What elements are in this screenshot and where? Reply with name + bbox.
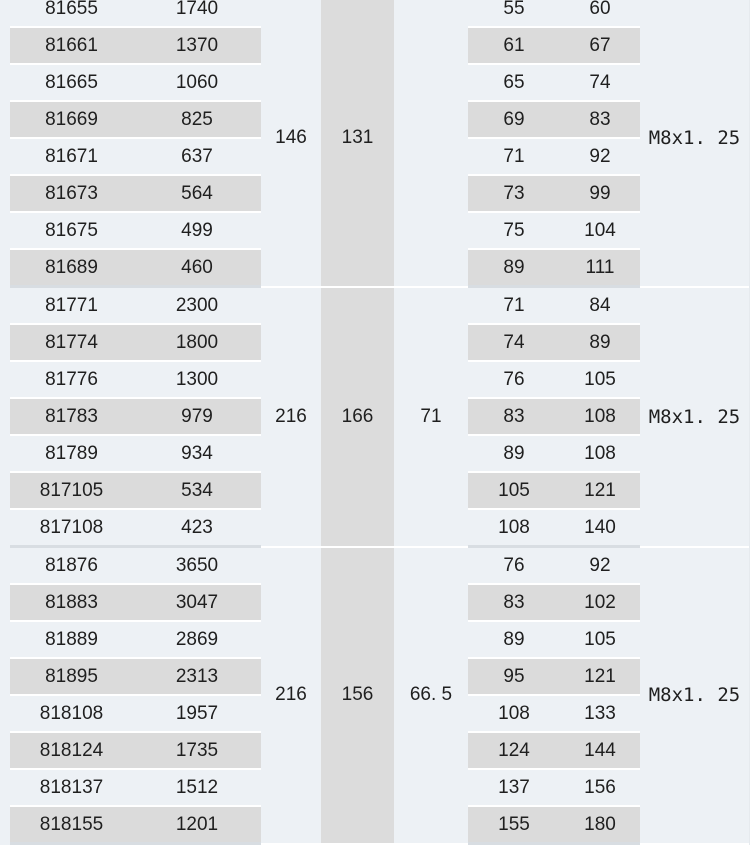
load-value-cell: 534 [133, 472, 261, 509]
model-number-cell: 81771 [5, 287, 133, 325]
model-number-cell: 81671 [5, 138, 133, 175]
dimension-a-cell: 216 [261, 547, 321, 844]
thread-spec-cell: M8x1. 25 [640, 0, 750, 287]
dimension-d2-cell: 99 [560, 175, 640, 212]
dimension-d1-cell: 65 [468, 64, 560, 101]
load-value-cell: 423 [133, 509, 261, 547]
dimension-d2-cell: 121 [560, 658, 640, 695]
load-value-cell: 825 [133, 101, 261, 138]
dimension-d1-cell: 55 [468, 0, 560, 27]
load-value-cell: 499 [133, 212, 261, 249]
dimension-d2-cell: 67 [560, 27, 640, 64]
model-number-cell: 818124 [5, 732, 133, 769]
load-value-cell: 460 [133, 249, 261, 287]
dimension-d1-cell: 137 [468, 769, 560, 806]
dimension-c-cell: 71 [394, 287, 468, 547]
dimension-d2-cell: 111 [560, 249, 640, 287]
dimension-d2-cell: 102 [560, 584, 640, 621]
dimension-d1-cell: 95 [468, 658, 560, 695]
model-number-cell: 81876 [5, 547, 133, 585]
dimension-d1-cell: 155 [468, 806, 560, 844]
load-value-cell: 1201 [133, 806, 261, 844]
model-number-cell: 81889 [5, 621, 133, 658]
dimension-d2-cell: 108 [560, 435, 640, 472]
dimension-d2-cell: 60 [560, 0, 640, 27]
dimension-c-cell [394, 0, 468, 287]
dimension-d2-cell: 140 [560, 509, 640, 547]
model-number-cell: 81895 [5, 658, 133, 695]
load-value-cell: 2300 [133, 287, 261, 325]
dimension-d1-cell: 124 [468, 732, 560, 769]
load-value-cell: 1512 [133, 769, 261, 806]
model-number-cell: 81673 [5, 175, 133, 212]
dimension-d1-cell: 76 [468, 361, 560, 398]
dimension-d2-cell: 180 [560, 806, 640, 844]
dimension-d2-cell: 104 [560, 212, 640, 249]
dimension-d1-cell: 108 [468, 509, 560, 547]
dimension-b-cell: 131 [321, 0, 394, 287]
dimension-d2-cell: 89 [560, 324, 640, 361]
table-row [5, 0, 750, 27]
dimension-b-cell: 166 [321, 287, 394, 547]
dimension-d2-cell: 133 [560, 695, 640, 732]
load-value-cell: 3650 [133, 547, 261, 585]
load-value-cell: 637 [133, 138, 261, 175]
load-value-cell: 2869 [133, 621, 261, 658]
dimension-c-cell: 66. 5 [394, 547, 468, 844]
dimension-d1-cell: 74 [468, 324, 560, 361]
load-value-cell: 1735 [133, 732, 261, 769]
model-number-cell: 81789 [5, 435, 133, 472]
model-number-cell: 81675 [5, 212, 133, 249]
table-row [5, 287, 750, 325]
load-value-cell: 2313 [133, 658, 261, 695]
model-number-cell: 81783 [5, 398, 133, 435]
model-number-cell: 818108 [5, 695, 133, 732]
dimension-d1-cell: 76 [468, 547, 560, 585]
dimension-d1-cell: 75 [468, 212, 560, 249]
dimension-d1-cell: 71 [468, 287, 560, 325]
dimension-d1-cell: 89 [468, 249, 560, 287]
dimension-d1-cell: 83 [468, 398, 560, 435]
dimension-d1-cell: 89 [468, 621, 560, 658]
model-number-cell: 81776 [5, 361, 133, 398]
table-row [5, 547, 750, 585]
load-value-cell: 1800 [133, 324, 261, 361]
model-number-cell: 81883 [5, 584, 133, 621]
spec-table-body [5, 0, 750, 844]
dimension-d1-cell: 69 [468, 101, 560, 138]
load-value-cell: 564 [133, 175, 261, 212]
thread-spec-cell: M8x1. 25 [640, 547, 750, 844]
load-value-cell: 934 [133, 435, 261, 472]
dimension-d2-cell: 74 [560, 64, 640, 101]
model-number-cell: 81669 [5, 101, 133, 138]
dimension-d2-cell: 92 [560, 547, 640, 585]
model-number-cell: 81774 [5, 324, 133, 361]
load-value-cell: 1370 [133, 27, 261, 64]
model-number-cell: 818137 [5, 769, 133, 806]
dimension-d2-cell: 84 [560, 287, 640, 325]
model-number-cell: 81665 [5, 64, 133, 101]
model-number-cell: 81689 [5, 249, 133, 287]
load-value-cell: 1740 [133, 0, 261, 27]
dimension-d1-cell: 105 [468, 472, 560, 509]
dimension-d2-cell: 121 [560, 472, 640, 509]
dimension-d2-cell: 83 [560, 101, 640, 138]
load-value-cell: 1300 [133, 361, 261, 398]
dimension-d2-cell: 92 [560, 138, 640, 175]
load-value-cell: 1060 [133, 64, 261, 101]
dimension-d1-cell: 89 [468, 435, 560, 472]
load-value-cell: 1957 [133, 695, 261, 732]
dimension-d1-cell: 83 [468, 584, 560, 621]
load-value-cell: 3047 [133, 584, 261, 621]
dimension-a-cell: 146 [261, 0, 321, 287]
dimension-d2-cell: 108 [560, 398, 640, 435]
dimension-d2-cell: 105 [560, 361, 640, 398]
dimension-d1-cell: 73 [468, 175, 560, 212]
dimension-d1-cell: 61 [468, 27, 560, 64]
dimension-a-cell: 216 [261, 287, 321, 547]
model-number-cell: 81661 [5, 27, 133, 64]
dimension-d1-cell: 71 [468, 138, 560, 175]
model-number-cell: 818155 [5, 806, 133, 844]
dimension-d2-cell: 156 [560, 769, 640, 806]
dimension-d2-cell: 105 [560, 621, 640, 658]
model-number-cell: 817108 [5, 509, 133, 547]
model-number-cell: 817105 [5, 472, 133, 509]
dimension-d1-cell: 108 [468, 695, 560, 732]
dimension-d2-cell: 144 [560, 732, 640, 769]
model-number-cell: 81655 [5, 0, 133, 27]
dimension-b-cell: 156 [321, 547, 394, 844]
thread-spec-cell: M8x1. 25 [640, 287, 750, 547]
load-value-cell: 979 [133, 398, 261, 435]
